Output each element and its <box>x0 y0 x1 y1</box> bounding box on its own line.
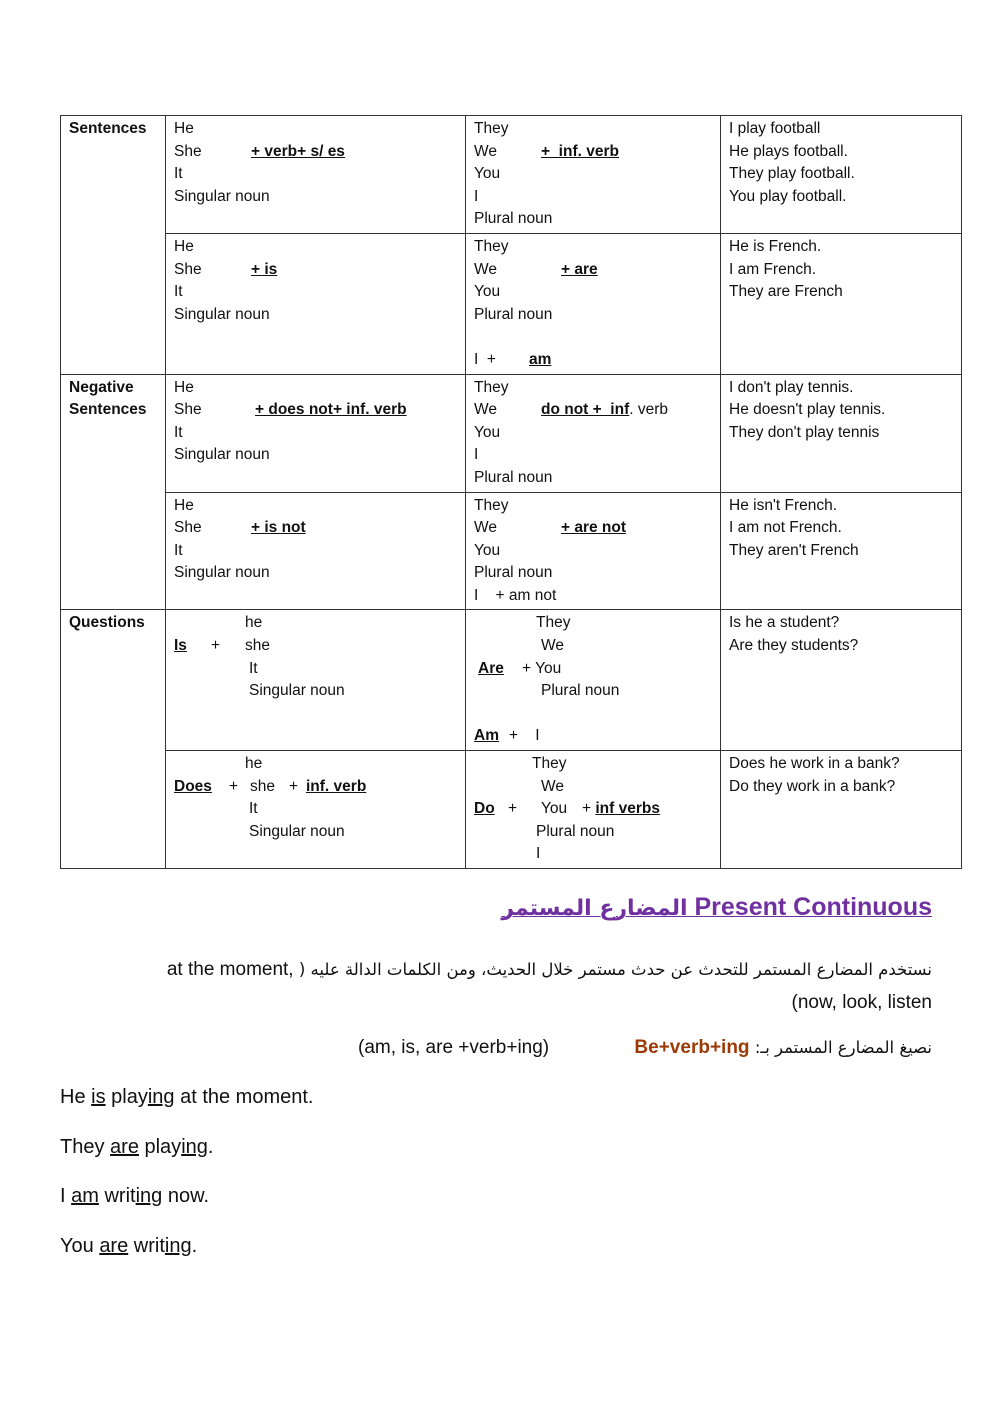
cell-examples: I don't play tennis. He doesn't play tennis. They don't play tennis <box>721 374 962 492</box>
cell-singular: he Is + she It Singular noun <box>166 610 466 751</box>
formula-line: (am, is, are +verb+ing) Be+verb+ing نصيغ المضارع المستمر بـ: <box>358 1037 932 1058</box>
cell-singular: he Does + she + inf. verb It Singular noun <box>166 751 466 869</box>
example-sentence: They are playing. <box>60 1136 214 1158</box>
cell-singular: He She + is not It Singular noun <box>166 492 466 610</box>
example-sentence: You are writing. <box>60 1235 198 1257</box>
table-row <box>61 751 962 869</box>
example-sentence: I am writing now. <box>60 1185 209 1207</box>
table-row <box>61 610 962 751</box>
cell-singular: He She + does not+ inf. verb It Singular noun <box>166 374 466 492</box>
section-heading: المضارع المستمر Present Continuous <box>501 893 932 921</box>
cell-plural: They We + are not You Plural noun I + am not <box>466 492 721 610</box>
cell-plural: They We Are + You Plural noun Am + I <box>466 610 721 751</box>
cell-examples: I play football He plays football. They play football. You play football. <box>721 116 962 234</box>
cell-examples: He isn't French. I am not French. They aren't French <box>721 492 962 610</box>
cell-plural: They We + inf. verb You I Plural noun <box>466 116 721 234</box>
cell-singular: He She + verb+ s/ es It Singular noun <box>166 116 466 234</box>
example-sentence: He is playing at the moment. <box>60 1086 314 1108</box>
cell-plural: They We do not + inf. verb You I Plural noun <box>466 374 721 492</box>
cell-examples: He is French. I am French. They are French <box>721 233 962 374</box>
intro-paragraph: at the moment, نستخدم المضارع المستمر للتحدث عن حدث مستمر خلال الحديث، ومن الكلمات الدالة عليه ( (now, look, listen <box>166 959 932 1013</box>
cell-singular: He She + is It Singular noun <box>166 233 466 374</box>
table-row <box>61 233 962 374</box>
cell-examples: Is he a student? Are they students? <box>721 610 962 751</box>
table-row <box>61 116 962 234</box>
section-label-questions: Questions <box>61 610 166 869</box>
cell-plural: They We + are You Plural noun I + am <box>466 233 721 374</box>
table-row <box>61 374 962 492</box>
grammar-table <box>60 115 962 869</box>
table-row <box>61 492 962 610</box>
cell-plural: They We Do + You + inf verbs Plural noun I <box>466 751 721 869</box>
cell-examples: Does he work in a bank? Do they work in a bank? <box>721 751 962 869</box>
section-label-negative: Negative Sentences <box>61 374 166 610</box>
section-label-sentences: Sentences <box>61 116 166 375</box>
